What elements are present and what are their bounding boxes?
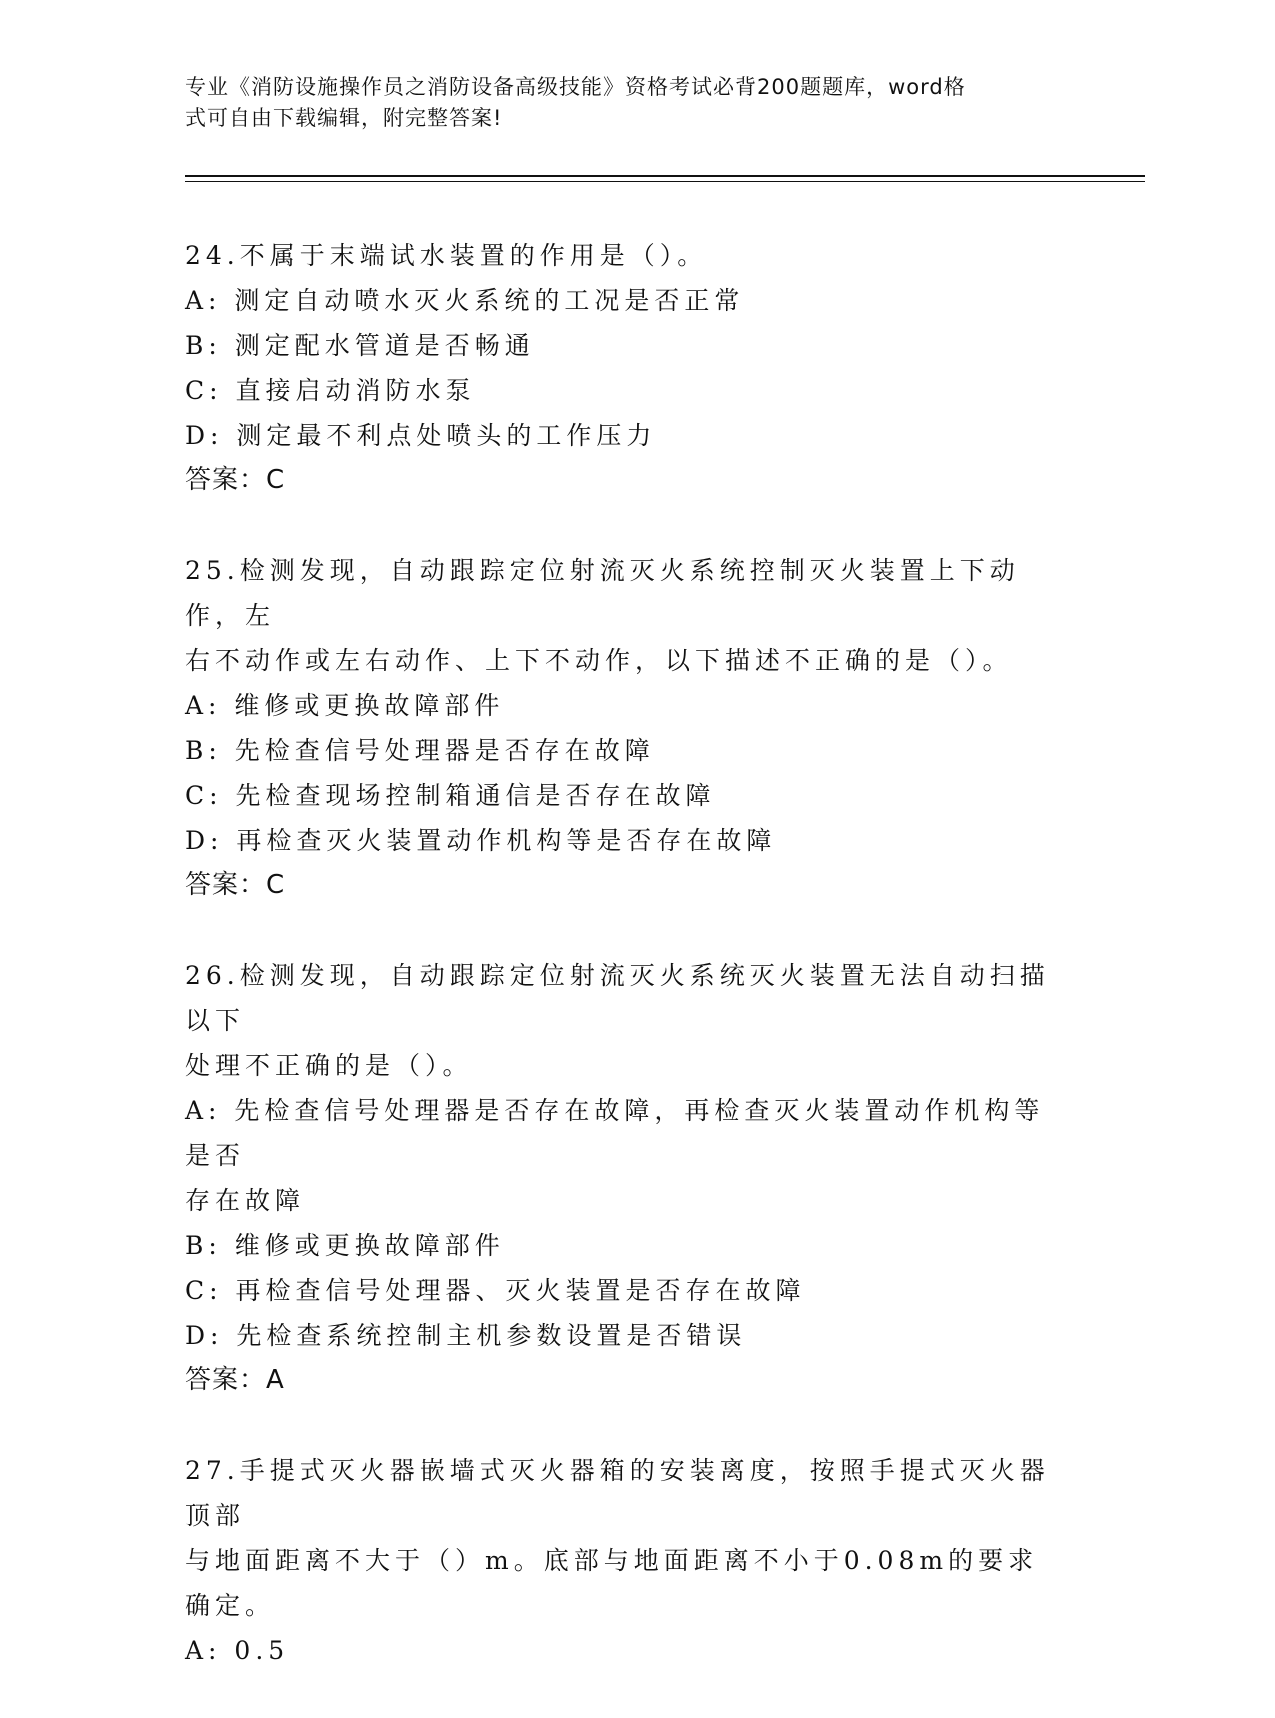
document-header [185, 72, 1065, 134]
answer-option: B: 维修或更换故障部件 [185, 1231, 505, 1260]
question-block [185, 233, 1065, 503]
answer-key: 答案：C [185, 870, 286, 900]
answer-option: A: 维修或更换故障部件 [185, 691, 505, 720]
answer-option: 存在故障 [185, 1186, 306, 1215]
answer-option: B: 测定配水管道是否畅通 [185, 331, 535, 360]
answer-option: B: 先检查信号处理器是否存在故障 [185, 736, 655, 765]
question-stem: 24.不属于末端试水装置的作用是（）。 [185, 241, 708, 270]
header-divider-thick [185, 175, 1145, 177]
question-stem: 右不动作或左右动作、上下不动作，以下描述不正确的是（）。 [185, 646, 1013, 675]
question-block [185, 548, 1065, 908]
question-block [185, 953, 1065, 1403]
question-list [185, 233, 1065, 1718]
answer-key: 答案：C [185, 465, 286, 495]
answer-key: 答案：A [185, 1365, 285, 1395]
question-stem: 处理不正确的是（）。 [185, 1051, 473, 1080]
answer-option: C: 再检查信号处理器、灭火装置是否存在故障 [185, 1276, 806, 1305]
header-line-1: 专业《消防设施操作员之消防设备高级技能》资格考试必背200题题库，word格 [185, 75, 966, 99]
answer-option: C: 先检查现场控制箱通信是否存在故障 [185, 781, 716, 810]
answer-option: C: 直接启动消防水泵 [185, 376, 476, 405]
header-line-2: 式可自由下载编辑，附完整答案! [185, 106, 503, 130]
question-stem: 26.检测发现，自动跟踪定位射流灭火系统灭火装置无法自动扫描以下 [185, 961, 1050, 1035]
answer-option: D: 测定最不利点处喷头的工作压力 [185, 421, 657, 450]
answer-option: D: 再检查灭火装置动作机构等是否存在故障 [185, 826, 777, 855]
question-stem: 27.手提式灭火器嵌墙式灭火器箱的安装离度，按照手提式灭火器顶部 [185, 1456, 1050, 1530]
question-stem: 与地面距离不大于（）m。底部与地面距离不小于0.08m的要求确定。 [185, 1546, 1039, 1620]
answer-option: A: 先检查信号处理器是否存在故障，再检查灭火装置动作机构等是否 [185, 1096, 1045, 1170]
header-divider-thin [185, 181, 1145, 182]
answer-option: D: 先检查系统控制主机参数设置是否错误 [185, 1321, 747, 1350]
question-block [185, 1448, 1065, 1673]
answer-option: A: 0.5 [185, 1636, 290, 1665]
question-stem: 25.检测发现，自动跟踪定位射流灭火系统控制灭火装置上下动作，左 [185, 556, 1020, 630]
answer-option: A: 测定自动喷水灭火系统的工况是否正常 [185, 286, 745, 315]
